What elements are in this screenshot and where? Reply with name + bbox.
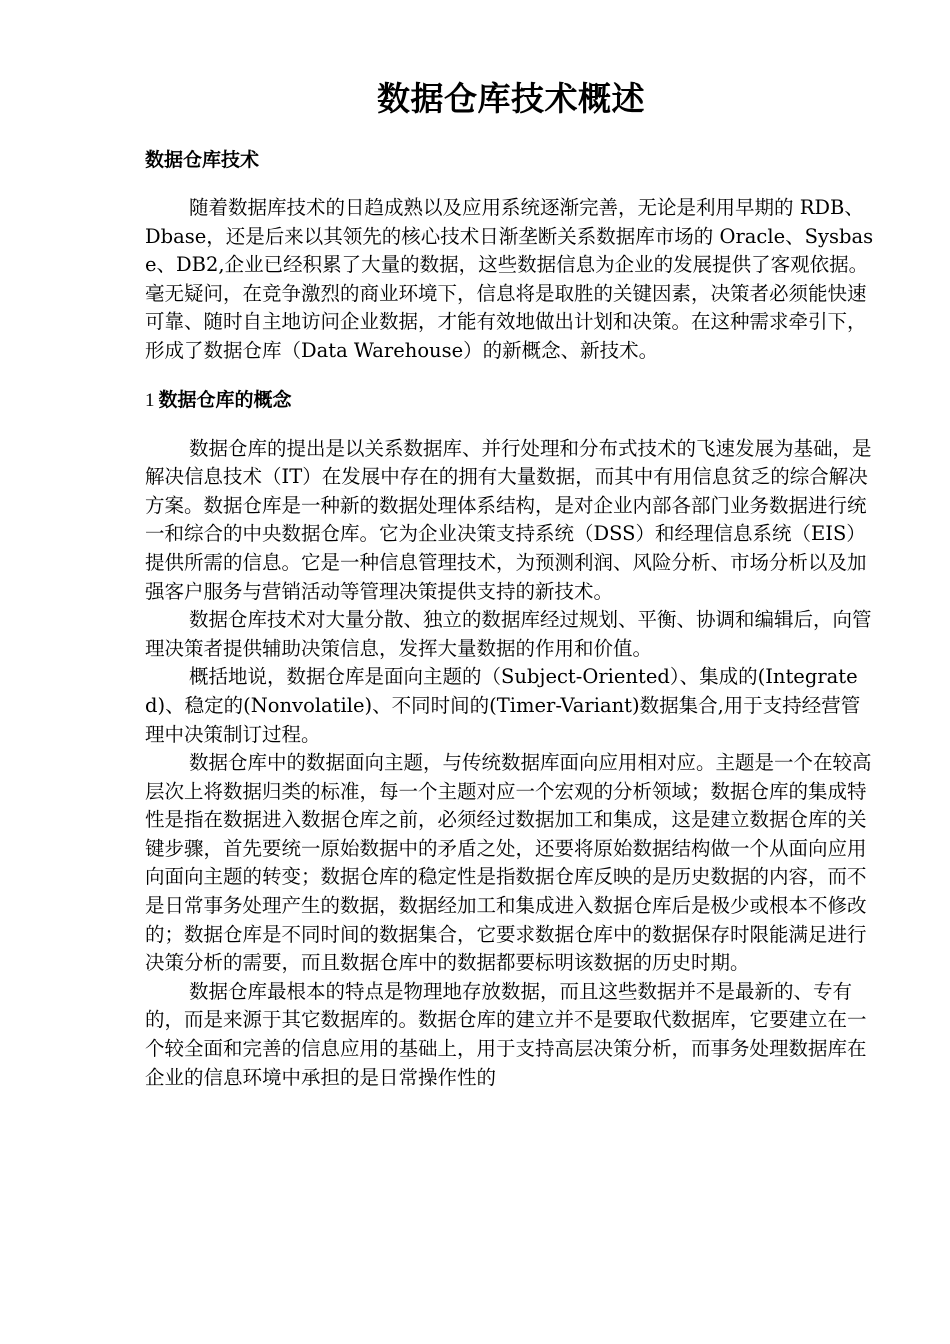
section-data-warehouse-concept bbox=[145, 386, 877, 1093]
paragraph: 数据仓库最根本的特点是物理地存放数据，而且这些数据并不是最新的、专有的，而是来源于其它数据库的。数据仓库的建立并不是要取代数据库，它要建立在一个较全面和完善的信息应用的基础上，用于支持高层决策分析，而事务处理数据库在企业的信息环境中承担的是日常操作性的 bbox=[145, 979, 867, 1089]
paragraph: 数据仓库技术对大量分散、独立的数据库经过规划、平衡、协调和编辑后，向管理决策者提供辅助决策信息，发挥大量数据的作用和价值。 bbox=[145, 608, 872, 660]
section-body bbox=[145, 435, 877, 1093]
section-number: 1 bbox=[145, 389, 155, 411]
paragraph: 概括地说，数据仓库是面向主题的（Subject-Oriented）、集成的(Integrated)、稳定的(Nonvolatile)、不同时间的(Timer-Variant)数据集合,用于支持经营管理中决策制订过程。 bbox=[145, 665, 861, 746]
section-heading bbox=[145, 386, 877, 415]
paragraph: 随着数据库技术的日趋成熟以及应用系统逐渐完善，无论是利用早期的 RDB、Dbase，还是后来以其领先的核心技术日渐垄断关系数据库市场的 Oracle、Sysbase、DB2,企业已经积累了大量的数据，这些数据信息为企业的发展提供了客观依据。毫无疑问，在竞争激烈的商业环境下，信息将是取胜的关键因素，决策者必须能快速可靠、随时自主地访问企业数据，才能有效地做出计划和决策。在这种需求牵引下，形成了数据仓库（Data Warehouse）的新概念、新技术。 bbox=[145, 196, 874, 362]
document-page bbox=[145, 72, 877, 1112]
document-title: 数据仓库技术概述 bbox=[377, 79, 645, 118]
section-heading bbox=[145, 146, 877, 174]
section-data-warehouse-technology bbox=[145, 146, 877, 366]
section-heading-text: 数据仓库技术 bbox=[145, 149, 260, 171]
section-heading-text: 数据仓库的概念 bbox=[158, 388, 292, 411]
section-body bbox=[145, 194, 877, 366]
paragraph: 数据仓库中的数据面向主题，与传统数据库面向应用相对应。主题是一个在较高层次上将数据归类的标准，每一个主题对应一个宏观的分析领域；数据仓库的集成特性是指在数据进入数据仓库之前，必须经过数据加工和集成，这是建立数据仓库的关键步骤，首先要统一原始数据中的矛盾之处，还要将原始数据结构做一个从面向应用向面向主题的转变；数据仓库的稳定性是指数据仓库反映的是历史数据的内容，而不是日常事务处理产生的数据，数据经加工和集成进入数据仓库后是极少或根本不修改的；数据仓库是不同时间的数据集合，它要求数据仓库中的数据保存时限能满足进行决策分析的需要，而且数据仓库中的数据都要标明该数据的历史时期。 bbox=[145, 751, 872, 975]
paragraph: 数据仓库的提出是以关系数据库、并行处理和分布式技术的飞速发展为基础，是解决信息技术（IT）在发展中存在的拥有大量数据，而其中有用信息贫乏的综合解决方案。数据仓库是一种新的数据处理体系结构，是对企业内部各部门业务数据进行统一和综合的中央数据仓库。它为企业决策支持系统（DSS）和经理信息系统（EIS）提供所需的信息。它是一种信息管理技术，为预测利润、风险分析、市场分析以及加强客户服务与营销活动等管理决策提供支持的新技术。 bbox=[145, 436, 872, 603]
